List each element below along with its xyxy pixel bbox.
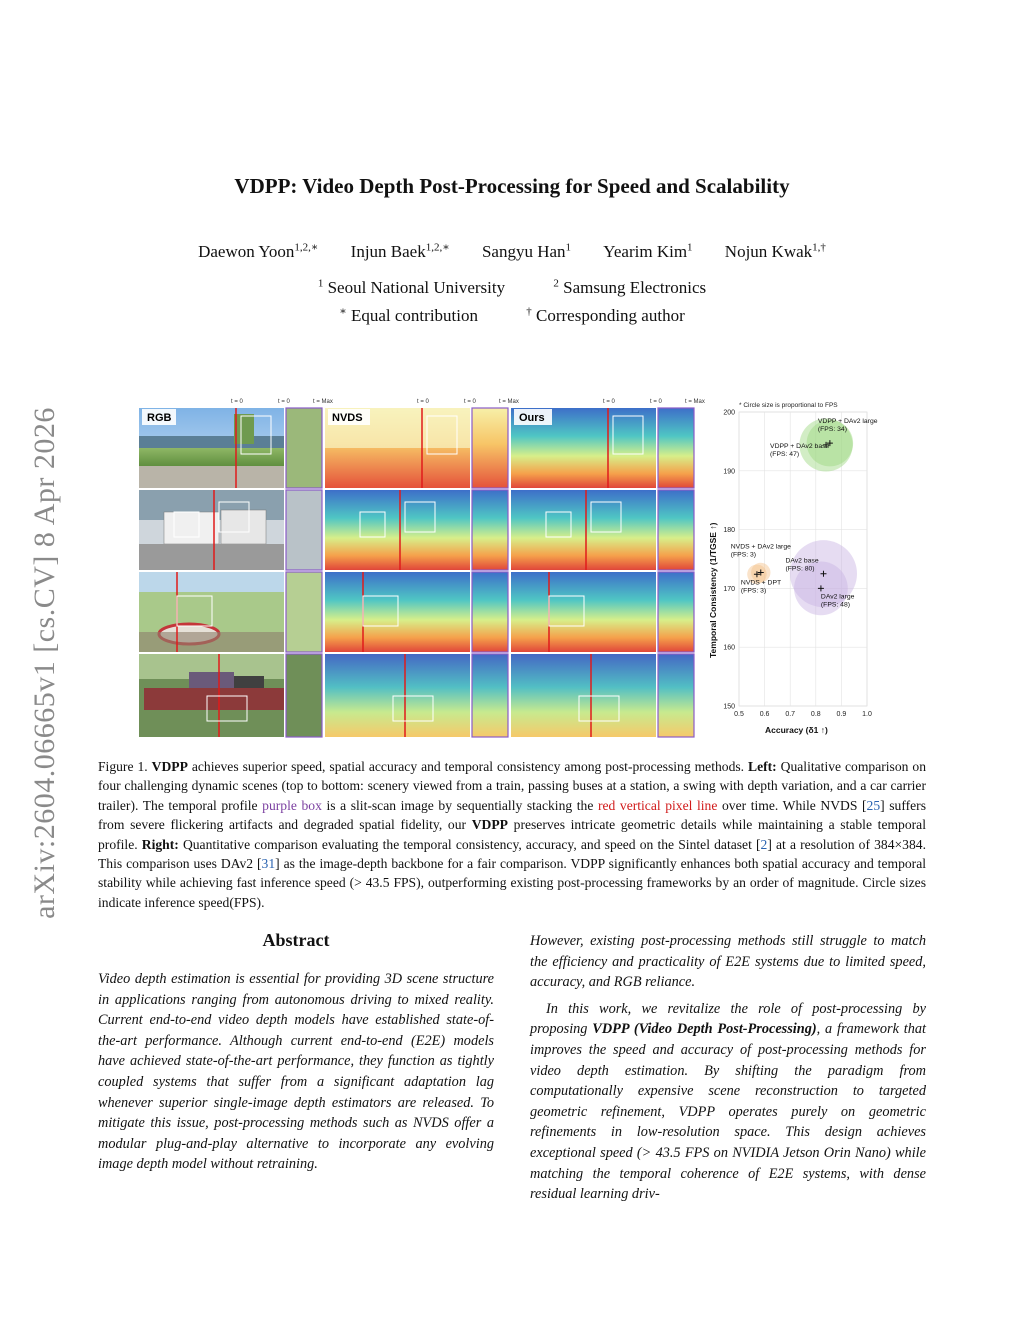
caption-purple-text: purple box (262, 797, 322, 813)
caption-bold: VDPP (471, 817, 508, 833)
x-tick-label: 1.0 (862, 711, 872, 718)
data-point-fps-label: (FPS: 80) (785, 565, 815, 573)
ours-panel (511, 408, 694, 737)
panel-label-ours: Ours (519, 412, 545, 424)
panel-label-nvds: NVDS (332, 412, 363, 424)
abstract-left-column (98, 969, 494, 1175)
data-point-label: VDPP + DAv2 base (770, 442, 830, 450)
scatter-chart (708, 402, 878, 735)
chart-note: * Circle size is proportional to FPS (739, 402, 838, 409)
data-point-label: VDPP + DAv2 large (817, 418, 878, 426)
data-point-fps-label: (FPS: 48) (820, 601, 851, 609)
author: Daewon Yoon$^{1,2,∗}$ (198, 241, 319, 261)
abstract-paragraph: Video depth estimation is essential for providing 3D scene structure in applications ranging from autonomous driving to mixed reality. Current end-to-end video depth models have established state-of-the-art performance. Although current end-to-end (E2E) models have achieved state-of-the-art performance, they function as tightly coupled systems that suffer from a significant adaptation lag whenever superior single-image depth estimators are released. To mitigate this issue, post-processing methods such as NVDS offer a modular plug-and-play alternative to incorporate any evolving image depth model without retraining. (98, 971, 494, 1173)
figure-caption (98, 757, 926, 912)
body-paragraph (530, 999, 926, 1205)
caption-bold: VDPP (151, 759, 188, 774)
author: Nojun Kwak$^{1,\dagger}$ (724, 241, 826, 261)
citation-link[interactable]: 31 (261, 856, 276, 872)
author: Yearim Kim$^1$ (603, 241, 693, 261)
time-label: t = Max (685, 399, 705, 405)
data-point-fps-label: (FPS: 47) (770, 450, 800, 458)
body-bold: VDPP (Video Depth Post-Processing) (592, 1021, 817, 1038)
figure-1 (139, 396, 885, 740)
data-point-label: NVDS + DPT (740, 579, 782, 587)
affiliation: $^1$ Seoul National University (317, 277, 506, 297)
affiliations (0, 277, 1024, 298)
author-note: † Corresponding author (526, 305, 685, 325)
caption-text: ] as the image-depth backbone for a fair comparison. VDPP significantly enhances both spatial accuracy and temporal stability while achieving fast inference speed (> 43.5 FPS), outperforming existing post-processing frameworks by an order of magnitude. Circle sizes indicate inference speed(FPS). (98, 856, 927, 910)
time-label: t = Max (499, 399, 519, 405)
body-text: , a framework that improves the speed and accuracy of post-processing methods for video depth estimation. By shifting the paradigm from computationally expensive scene reconstruction to targeted geometric refinement, VDPP operates purely on geometric refinements in low-resolution space. This design achieves exceptional speed (> 43.5 FPS on NVIDIA Jetson Orin Nano) while matching the temporal coherence of E2E systems, with dense residual learning driv- (530, 1021, 926, 1203)
caption-text: Quantitative comparison evaluating the temporal consistency, accuracy, and speed on the Sintel dataset [ (178, 836, 761, 852)
data-point-label: DAv2 large (820, 593, 855, 601)
y-tick-label: 190 (723, 468, 735, 476)
caption-bold: Left: (748, 759, 777, 774)
data-point-fps-label: (FPS: 3) (740, 587, 767, 595)
caption-text: preserves intricate geometric details while maintaining a stable temporal profile. (98, 817, 926, 852)
abstract-heading: Abstract (262, 930, 330, 950)
y-tick-label: 170 (723, 585, 735, 593)
y-tick-label: 160 (723, 644, 735, 652)
time-label: t = 0 (464, 399, 476, 405)
caption-bold: Right: (141, 836, 179, 852)
arxiv-identifier-text: arXiv:2604.06665v1 [cs.CV] 8 Apr 2026 (28, 407, 62, 919)
x-tick-label: 0.6 (759, 711, 770, 718)
x-tick-label: 0.7 (785, 711, 796, 718)
author-list (0, 240, 1024, 262)
caption-text: over time. While NVDS [ (717, 797, 867, 813)
caption-text: Qualitative comparison on four challenging dynamic scenes (top to bottom: scenery viewed from a train, passing buses at a station, a swing with depth variation, and a car carrier trailer). The temporal profile (98, 759, 926, 813)
body-paragraph: However, existing post-processing methods still struggle to match the efficiency and practicality of E2E systems due to limited speed, accuracy, and RGB reliance. (530, 933, 926, 991)
data-point-label: NVDS + DAv2 large (730, 543, 791, 551)
arxiv-identifier (22, 378, 68, 948)
abstract-right-column (530, 931, 926, 1205)
figure-1-graphic (139, 396, 885, 740)
x-tick-label: 0.5 (734, 711, 744, 718)
caption-red-text: red vertical pixel line (597, 797, 718, 813)
affiliation: $^2$ Samsung Electronics (553, 277, 707, 297)
x-axis-label: Accuracy (δ1 ↑) (765, 725, 828, 735)
author-note: ∗ Equal contribution (339, 305, 478, 325)
y-tick-label: 180 (723, 527, 735, 535)
body-text: In this work, we revitalize the role of post-processing by proposing (530, 1000, 926, 1038)
y-tick-label: 200 (723, 409, 735, 417)
time-label: t = 0 (417, 399, 429, 405)
data-point-label: DAv2 base (785, 557, 819, 565)
caption-text: ] suffers from severe flickering artifacts and degraded spatial fidelity, our (98, 797, 926, 833)
time-label: t = 0 (231, 399, 243, 405)
caption-text: ] at a resolution of 384×384. This comparison uses DAv2 [ (98, 836, 926, 872)
y-axis-label: Temporal Consistency (1/TGSE ↑) (708, 522, 718, 658)
rgb-panel (139, 408, 322, 737)
x-tick-label: 0.9 (836, 711, 847, 718)
caption-text: achieves superior speed, spatial accuracy and temporal consistency among post-processing methods. (187, 759, 749, 774)
time-label: t = 0 (603, 399, 615, 405)
caption-text: is a slit-scan image by sequentially stacking the (321, 797, 598, 813)
author: Sangyu Han$^1$ (481, 241, 572, 261)
data-point-fps-label: (FPS: 34) (817, 426, 847, 434)
author-notes (0, 304, 1024, 326)
nvds-panel (325, 408, 508, 737)
citation-link[interactable]: 2 (760, 836, 768, 852)
paper-title: VDPP: Video Depth Post-Processing for Speed and Scalability (234, 174, 790, 198)
panel-label-rgb: RGB (147, 412, 172, 424)
y-tick-label: 150 (723, 703, 735, 711)
time-label: t = 0 (278, 399, 290, 405)
figure-label: Figure 1. (98, 759, 148, 774)
citation-link[interactable]: 25 (866, 797, 881, 813)
data-point-fps-label: (FPS: 3) (730, 551, 757, 559)
x-tick-label: 0.8 (810, 711, 821, 718)
time-label: t = 0 (650, 399, 662, 405)
time-label: t = Max (313, 399, 333, 405)
author: Injun Baek$^{1,2,∗}$ (350, 241, 450, 261)
